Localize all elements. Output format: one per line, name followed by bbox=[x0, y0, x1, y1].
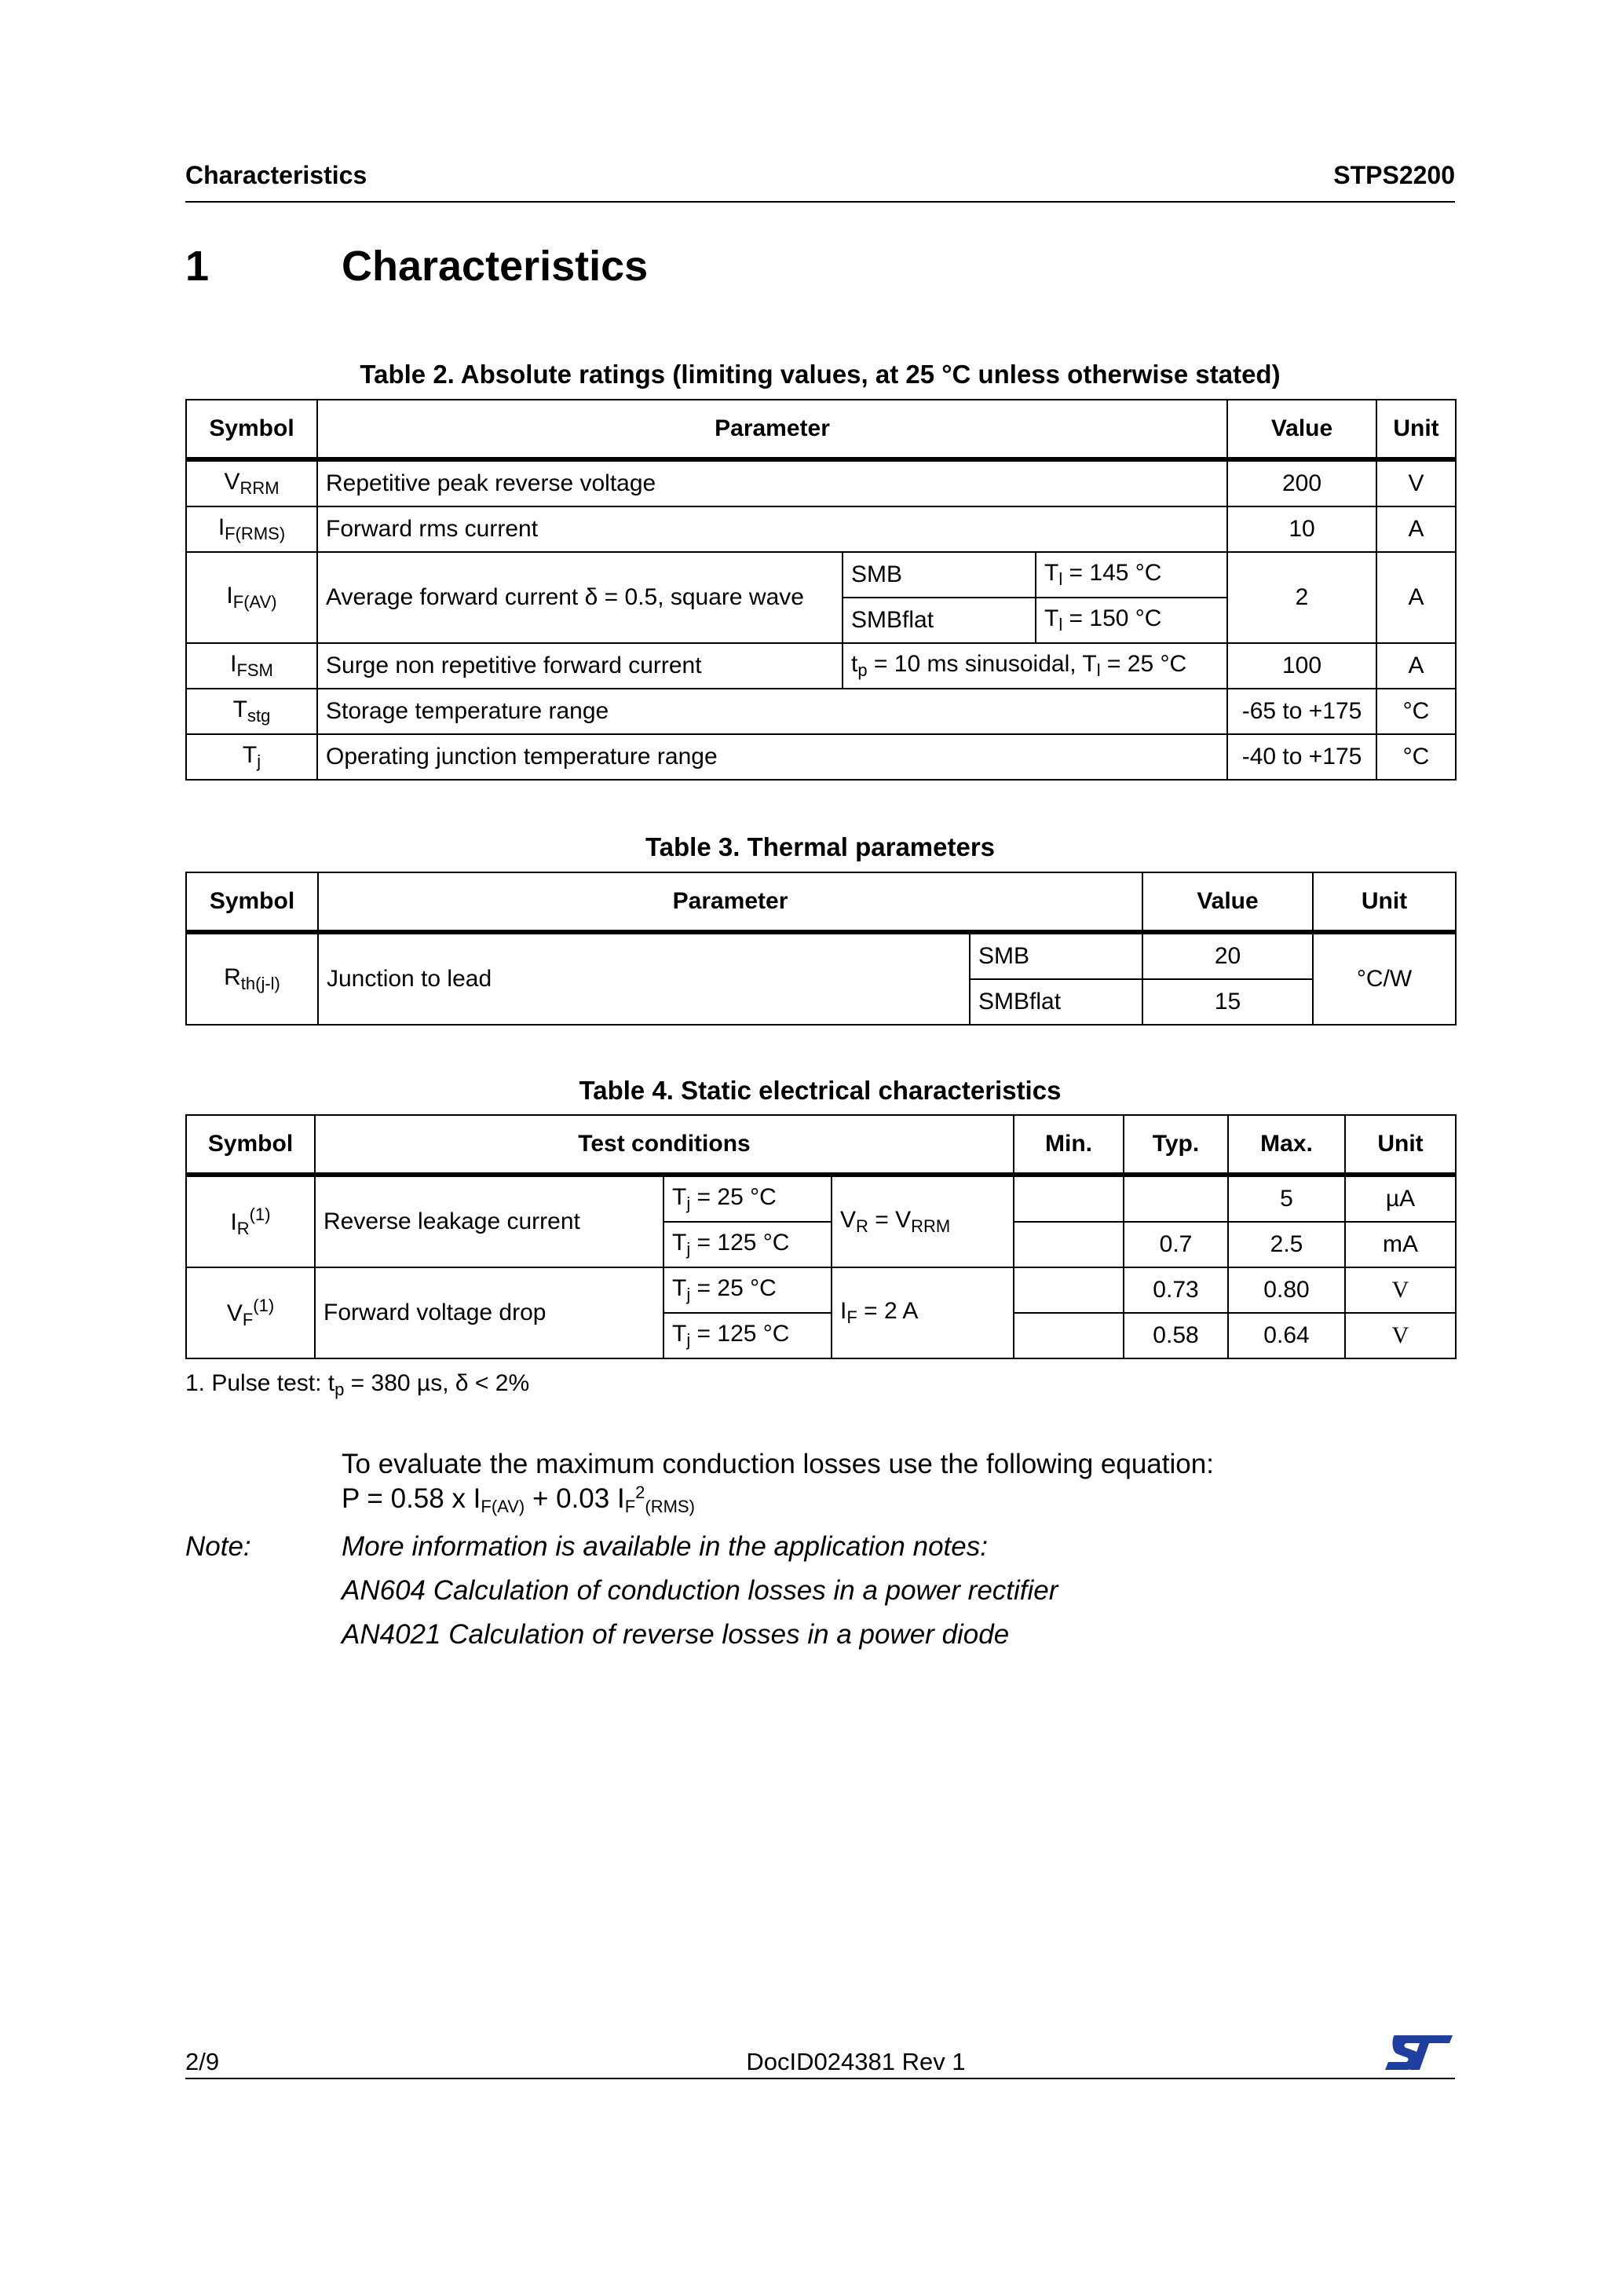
table3-thermal-parameters bbox=[185, 872, 1457, 1026]
table3-header-row bbox=[186, 872, 1456, 932]
table-row bbox=[186, 1267, 1456, 1313]
table-row bbox=[186, 734, 1456, 780]
parameter-cell: Repetitive peak reverse voltage bbox=[317, 459, 1227, 506]
tj-cell: $T_j = 125$ °C bbox=[663, 1222, 832, 1267]
col-test-conditions: Test conditions bbox=[315, 1115, 1014, 1175]
parameter-cell: Reverse leakage current bbox=[315, 1175, 663, 1267]
parameter-cell: Surge non repetitive forward current bbox=[317, 643, 843, 689]
symbol-cell: $I_{F(AV)}$ bbox=[186, 552, 317, 643]
table4-caption: Table 4. Static electrical characteristics bbox=[579, 1076, 1062, 1105]
header-rule bbox=[185, 201, 1455, 203]
min-cell bbox=[1014, 1313, 1124, 1358]
note-line: AN4021 Calculation of reverse losses in a power diode bbox=[342, 1619, 1010, 1650]
unit-cell: V bbox=[1345, 1267, 1456, 1313]
condition-cell: $V_R = V_{RRM}$ bbox=[832, 1175, 1014, 1267]
parameter-cell: Operating junction temperature range bbox=[317, 734, 1227, 780]
symbol-cell: $V_{RRM}$ bbox=[186, 459, 317, 506]
value-cell: 15 bbox=[1142, 979, 1313, 1025]
unit-cell: A bbox=[1376, 552, 1456, 643]
col-parameter: Parameter bbox=[317, 400, 1227, 459]
symbol-cell: $I_{FSM}$ bbox=[186, 643, 317, 689]
st-logo-icon bbox=[1384, 2032, 1456, 2073]
section-title: Characteristics bbox=[342, 243, 649, 290]
document-id: DocID024381 Rev 1 bbox=[746, 2048, 966, 2075]
unit-cell: °C bbox=[1376, 689, 1456, 734]
value-cell: 200 bbox=[1227, 459, 1376, 506]
min-cell bbox=[1014, 1175, 1124, 1222]
symbol-cell: $R_{th(j-l)}$ bbox=[186, 932, 318, 1025]
table4-footnote: 1. Pulse test: $t_p = 380$ µs, δ < 2% bbox=[185, 1370, 530, 1399]
min-cell bbox=[1014, 1267, 1124, 1313]
value-cell: 2 bbox=[1227, 552, 1376, 643]
equation: P = 0.58 x $I_{F(AV)} + 0.03$ $I_F^2_{(RMS)}$ bbox=[342, 1483, 695, 1516]
condition-cell: $t_p = 10$ ms sinusoidal, $T_l = 25$ °C bbox=[843, 643, 1227, 689]
unit-cell: °C/W bbox=[1313, 932, 1456, 1025]
value-cell: -40 to +175 bbox=[1227, 734, 1376, 780]
col-symbol: Symbol bbox=[186, 400, 317, 459]
table-row bbox=[186, 1175, 1456, 1222]
parameter-cell: Average forward current δ = 0.5, square wave bbox=[317, 552, 843, 643]
table-row bbox=[186, 459, 1456, 506]
max-cell: 5 bbox=[1228, 1175, 1345, 1222]
running-header-left: Characteristics bbox=[185, 161, 367, 189]
col-min: Min. bbox=[1014, 1115, 1124, 1175]
col-unit: Unit bbox=[1345, 1115, 1456, 1175]
parameter-cell: Junction to lead bbox=[318, 932, 970, 1025]
table3-caption: Table 3. Thermal parameters bbox=[645, 832, 996, 861]
col-symbol: Symbol bbox=[186, 872, 318, 932]
note-line: AN604 Calculation of conduction losses in a power rectifier bbox=[342, 1575, 1058, 1606]
typ-cell: 0.58 bbox=[1124, 1313, 1228, 1358]
max-cell: 2.5 bbox=[1228, 1222, 1345, 1267]
page-number: 2/9 bbox=[185, 2048, 220, 2075]
condition-cell: $I_F = 2$ A bbox=[832, 1267, 1014, 1358]
note-line: More information is available in the application notes: bbox=[342, 1531, 988, 1562]
unit-cell: A bbox=[1376, 643, 1456, 689]
max-cell: 0.64 bbox=[1228, 1313, 1345, 1358]
package-cell: SMBflat bbox=[843, 598, 1036, 643]
package-cell: SMBflat bbox=[970, 979, 1142, 1025]
unit-cell: mA bbox=[1345, 1222, 1456, 1267]
max-cell: 0.80 bbox=[1228, 1267, 1345, 1313]
col-typ: Typ. bbox=[1124, 1115, 1228, 1175]
table-row bbox=[186, 552, 1456, 598]
unit-cell: V bbox=[1345, 1313, 1456, 1358]
parameter-cell: Storage temperature range bbox=[317, 689, 1227, 734]
note-label: Note: bbox=[185, 1531, 251, 1562]
symbol-cell: $V_F^{(1)}$ bbox=[186, 1267, 315, 1358]
value-cell: -65 to +175 bbox=[1227, 689, 1376, 734]
table-row bbox=[186, 689, 1456, 734]
package-cell: SMB bbox=[843, 552, 1036, 598]
table-row bbox=[186, 506, 1456, 552]
value-cell: 100 bbox=[1227, 643, 1376, 689]
typ-cell: 0.7 bbox=[1124, 1222, 1228, 1267]
table4-static-electrical bbox=[185, 1114, 1457, 1359]
tj-cell: $T_j = 25$ °C bbox=[663, 1267, 832, 1313]
col-unit: Unit bbox=[1376, 400, 1456, 459]
package-cell: SMB bbox=[970, 932, 1142, 979]
value-cell: 10 bbox=[1227, 506, 1376, 552]
value-cell: 20 bbox=[1142, 932, 1313, 979]
symbol-cell: $I_R^{(1)}$ bbox=[186, 1175, 315, 1267]
symbol-cell: $T_j$ bbox=[186, 734, 317, 780]
running-header-right: STPS2200 bbox=[1333, 161, 1455, 189]
equation-intro: To evaluate the maximum conduction losses use the following equation: bbox=[342, 1449, 1214, 1479]
min-cell bbox=[1014, 1222, 1124, 1267]
col-value: Value bbox=[1227, 400, 1376, 459]
symbol-cell: $I_{F(RMS)}$ bbox=[186, 506, 317, 552]
unit-cell: °C bbox=[1376, 734, 1456, 780]
typ-cell: 0.73 bbox=[1124, 1267, 1228, 1313]
section-number: 1 bbox=[185, 243, 210, 290]
unit-cell: V bbox=[1376, 459, 1456, 506]
table-row bbox=[186, 932, 1456, 979]
unit-cell: A bbox=[1376, 506, 1456, 552]
condition-cell: $T_l = 145$ °C bbox=[1036, 552, 1227, 598]
table2-header-row bbox=[186, 400, 1456, 459]
footer-rule bbox=[185, 2078, 1455, 2079]
parameter-cell: Forward rms current bbox=[317, 506, 1227, 552]
unit-cell: µA bbox=[1345, 1175, 1456, 1222]
table-row bbox=[186, 643, 1456, 689]
tj-cell: $T_j = 125$ °C bbox=[663, 1313, 832, 1358]
table2-caption: Table 2. Absolute ratings (limiting values, at 25 °C unless otherwise stated) bbox=[360, 360, 1281, 389]
col-parameter: Parameter bbox=[318, 872, 1142, 932]
tj-cell: $T_j = 25$ °C bbox=[663, 1175, 832, 1222]
table2-absolute-ratings bbox=[185, 399, 1457, 781]
parameter-cell: Forward voltage drop bbox=[315, 1267, 663, 1358]
condition-cell: $T_l = 150$ °C bbox=[1036, 598, 1227, 643]
col-unit: Unit bbox=[1313, 872, 1456, 932]
symbol-cell: $T_{stg}$ bbox=[186, 689, 317, 734]
col-max: Max. bbox=[1228, 1115, 1345, 1175]
typ-cell bbox=[1124, 1175, 1228, 1222]
col-symbol: Symbol bbox=[186, 1115, 315, 1175]
col-value: Value bbox=[1142, 872, 1313, 932]
table4-header-row bbox=[186, 1115, 1456, 1175]
